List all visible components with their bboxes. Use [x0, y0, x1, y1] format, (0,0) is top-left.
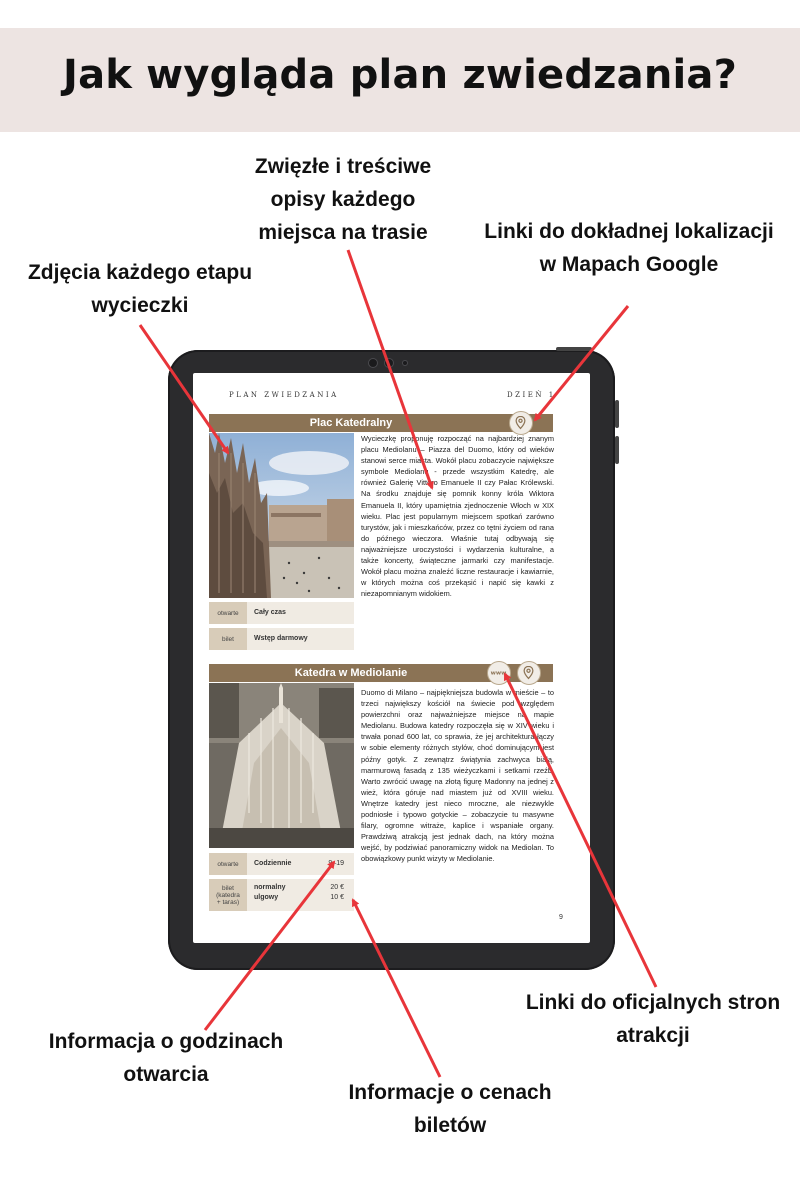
- callout-hours: [24, 1025, 308, 1091]
- callout-line: Linki do oficjalnych stron: [525, 991, 781, 1014]
- hours-label: otwarte: [209, 853, 247, 875]
- callout-line: Informacje o cenach: [348, 1081, 552, 1104]
- ticket-price: 10 €: [330, 894, 344, 901]
- camera: [368, 358, 418, 368]
- photo-piazza-duomo: [209, 433, 354, 598]
- photo-milan-cathedral: [209, 683, 354, 848]
- ticket-label: [209, 879, 247, 911]
- ticket-label-line: bilet: [222, 884, 234, 892]
- volume-button: [615, 400, 619, 428]
- www-icon[interactable]: [487, 661, 511, 685]
- map-pin-icon[interactable]: [517, 661, 541, 685]
- ticket-row: [209, 879, 354, 911]
- opening-hours-row: [209, 602, 354, 624]
- hours-time: 9–19: [328, 860, 344, 867]
- svg-text:www: www: [490, 670, 507, 677]
- callout-line: otwarcia: [123, 1063, 209, 1086]
- ticket-value: Wstęp darmowy: [254, 635, 308, 642]
- place-title: Plac Katedralny: [309, 417, 393, 429]
- place-description: Duomo di Milano – najpiękniejsza budowla w mieście – to trzeci największy kościół na świecie pod względem powierzchni oraz najważniejsze miejsce na mapie Mediolanu. Budowa katedry rozpoczęła się w XIV wieku i trwała ponad 600 lat, co sprawia, że jej architektura łączy w sobie elementy różnych stylów, choć dominującym jest późny gotyk. Z zewnątrz świątynia zachwyca białą, marmurową fasadą z 135 wieżyczkami i setkami rzeźb. Warto zwrócić uwagę na złotą figurę Madonny na jednej z wież, która góruje nad miastem już od XVIII wieku. Wnętrze katedry jest nieco mroczne, ale niezwykle podniosłe i typowo gotyckie – zobaczycie tu masywne filary, ogromne witraże, kaplice i wspaniałe organy. Prawdziwą atrakcją jest jednak dach, na który można wejść, by podziwiać panoramiczny widok na Mediolan. To obowiązkowy punkt wizyty w Mediolanie.: [361, 688, 554, 864]
- opening-hours-row: [209, 853, 354, 875]
- tablet-screen: [193, 373, 590, 943]
- page-number: 9: [559, 914, 563, 921]
- callout-official: [508, 986, 798, 1052]
- hours-value: Cały czas: [254, 609, 286, 616]
- title-banner: [0, 28, 800, 132]
- ticket-row: [209, 628, 354, 650]
- callout-line: Zdjęcia każdego etapu: [27, 261, 253, 284]
- callout-line: wycieczki: [91, 294, 189, 317]
- ticket-label-line: + taras): [216, 898, 240, 906]
- ticket-price: 20 €: [330, 884, 344, 891]
- callout-maps: [464, 215, 794, 281]
- callout-line: Linki do dokładnej lokalizacji: [484, 220, 774, 243]
- map-pin-icon[interactable]: [509, 411, 533, 435]
- volume-button: [615, 436, 619, 464]
- ticket-label-line: (katedra: [216, 891, 240, 899]
- callout-line: biletów: [413, 1114, 487, 1137]
- place-description: Wycieczkę proponuję rozpocząć na najbardziej znanym placu Mediolanu – Piazza del Duomo, który od wieków stanowi serce miasta. Wokół placu zobaczycie największe symbole Mediolanu - przede wszystkim Katedrę, ale również Galerię Vittoro Emanuele II czy Pałac Królewski. Na środku znajduje się pomnik konny króla Wiktora Emanuela II, który upamiętnia zjednoczenie Włoch w XIX wieku. Plac jest popularnym miejscem spotkań zarówno turystów, jak i mieszkańców, przez co tętni życiem od rana do późnego wieczora. Właśnie tutaj odbywają się najważniejsze uroczystości i wydarzenia kulturalne, a także koncerty, świąteczne jarmarki czy manifestacje. Wokół placu można znaleźć liczne restauracje i kawiarnie, w których można coś przekąsić i napić się kawki z niezapomnianym widokiem.: [361, 434, 554, 599]
- callout-line: miejsca na trasie: [258, 221, 428, 244]
- callout-line: Informacja o godzinach: [48, 1030, 284, 1053]
- place-title: Katedra w Mediolanie: [294, 667, 408, 679]
- ticket-type: ulgowy: [254, 894, 279, 901]
- callout-descriptions: [228, 150, 458, 249]
- callout-prices: [322, 1076, 578, 1142]
- power-button: [556, 347, 592, 351]
- hours-value: Codziennie: [254, 860, 292, 867]
- page-title: Jak wygląda plan zwiedzania?: [62, 52, 738, 98]
- callout-line: atrakcji: [616, 1024, 690, 1047]
- ticket-type: normalny: [254, 884, 286, 891]
- callout-line: opisy każdego: [270, 188, 416, 211]
- callout-line: Zwięzłe i treściwe: [254, 155, 432, 178]
- ticket-label: bilet: [209, 628, 247, 650]
- callout-line: w Mapach Google: [539, 253, 719, 276]
- hours-label: otwarte: [209, 602, 247, 624]
- page-header-left: PLAN ZWIEDZANIA: [229, 391, 339, 399]
- page-header-right: DZIEŃ 1: [507, 391, 556, 399]
- place-title-bar: [209, 414, 553, 432]
- callout-photos: [8, 256, 272, 322]
